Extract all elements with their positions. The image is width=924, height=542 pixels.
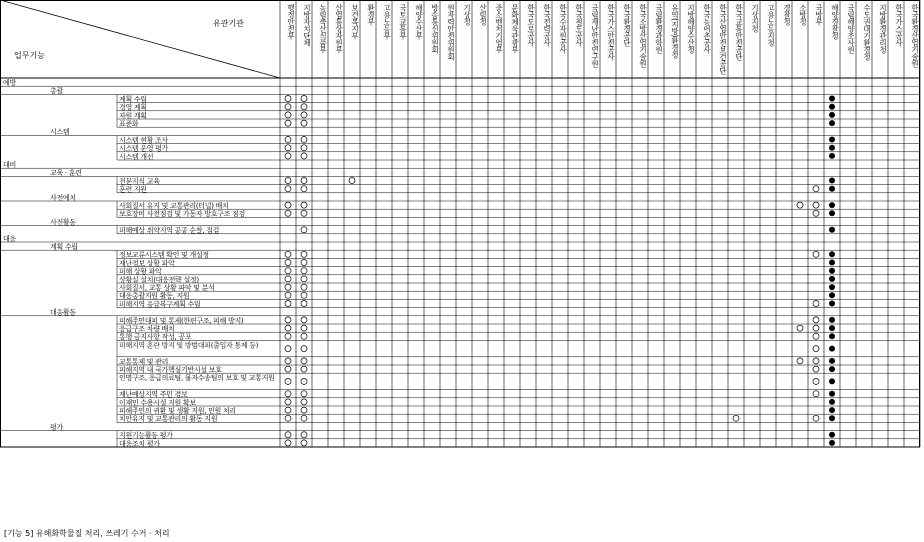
support-agency-mark [301,391,307,397]
support-agency-mark [301,276,307,282]
support-agency-mark [301,366,307,372]
support-agency-mark [813,358,819,364]
primary-agency-mark [829,399,835,405]
support-agency-mark [301,358,307,364]
agency-header: 지방자치단체 [302,4,312,46]
support-agency-mark [797,202,803,208]
support-agency-mark [301,210,307,216]
support-agency-mark [285,96,291,102]
phase-label: 예방 [3,79,16,87]
agency-header: 한국수자원공사 [558,4,568,53]
support-agency-mark [285,366,291,372]
function-label: 시스템 운영 평가 [119,144,169,153]
agency-header: 한국철도공사 [574,4,584,46]
primary-agency-mark [829,317,835,323]
agency-header: 원자력안전위원회 [446,4,456,60]
support-agency-mark [301,112,307,118]
agency-header: 한국교통안전공단 [734,4,744,60]
support-agency-mark [285,301,291,307]
support-agency-mark [301,333,307,339]
figure-caption: [기능 5] 유해화학물질 처리, 쓰레기 수거 · 처리 [4,529,170,538]
support-agency-mark [285,104,291,110]
category-label: 사전예치 [50,193,76,202]
support-agency-mark [813,317,819,323]
phase-label: 대비 [3,161,16,169]
function-label: 피해주민의 귀환 및 생활 지원, 민원 처리 [119,407,236,415]
agency-header: 행정안전부 [286,4,296,39]
primary-agency-mark [829,251,835,257]
primary-agency-mark [829,210,835,216]
support-agency-mark [285,276,291,282]
function-label: 피해지역 응급복구계획 수립 [119,300,201,309]
support-agency-mark [285,440,291,446]
primary-agency-mark [829,333,835,339]
support-agency-mark [301,186,307,192]
support-agency-mark [285,186,291,192]
function-label: 재난예상지역 주민 경보 [119,390,188,399]
support-agency-mark [813,333,819,339]
support-agency-mark [285,268,291,274]
support-agency-mark [813,186,819,192]
function-label: 경영 계획 [119,103,147,112]
function-label: 피해주민대피 및 통제(한편구조, 피해 방지) [119,316,244,325]
agency-header: 한국소방산업기술원 [638,4,648,67]
support-agency-mark [301,440,307,446]
support-agency-mark [285,202,291,208]
support-agency-mark [285,137,291,143]
agency-header: 산업통상자원부 [334,4,344,53]
support-agency-mark [301,153,307,159]
support-agency-mark [301,227,307,233]
function-label: 자원 계획 [119,111,147,120]
function-label: 지원기능활동 평가 [119,431,173,440]
category-label: 계획 수립 [50,243,78,251]
support-agency-mark [301,301,307,307]
support-agency-mark [301,284,307,290]
support-agency-mark [285,317,291,323]
primary-agency-mark [829,432,835,438]
support-agency-mark [301,120,307,126]
function-label: 치안유지 및 교통관리의 활동 지원 [119,415,218,424]
support-agency-mark [285,145,291,151]
primary-agency-mark [829,301,835,307]
primary-agency-mark [829,178,835,184]
function-label: 대응조치 평가 [119,439,160,448]
table-header [14,3,920,75]
header-diagonal [0,0,280,78]
header-corner-functions: 업무기능 [14,51,45,60]
phase-label: 대응 [3,234,16,243]
support-agency-mark [301,260,307,266]
agency-header: 지방해양수산청 [686,4,696,53]
support-agency-mark [285,292,291,298]
table-body [3,78,835,448]
primary-agency-mark [829,120,835,126]
primary-agency-mark [829,112,835,118]
support-agency-mark [285,251,291,257]
agency-header: 중소벤처기업부 [494,4,504,53]
agency-header: 국토교통부 [398,4,408,39]
agency-header: 유역(지방)환경청 [670,4,680,58]
function-label: 표준화 [119,120,139,128]
support-agency-mark [813,391,819,397]
agency-header: 경찰청 [782,4,792,25]
support-agency-mark [301,178,307,184]
function-label: 보호장비 사전점검 및 가동자 방호구조 점검 [119,210,245,219]
function-label: 정보교류시스템 확인 및 개설정 [119,251,209,260]
support-agency-mark [285,260,291,266]
support-agency-mark [285,210,291,216]
primary-agency-mark [829,276,835,282]
function-label: 응급구조 차량 배치 [119,325,175,333]
function-label: 대응총괄지원 활동, 지원 [119,292,190,301]
support-agency-mark [301,292,307,298]
support-agency-mark [301,96,307,102]
primary-agency-mark [829,358,835,364]
agency-header: 국립재난안전연구원 [590,4,600,67]
support-agency-mark [285,153,291,159]
agency-header: 농림축산식품부 [318,4,328,53]
support-agency-mark [813,210,819,216]
function-label: 재난정보 상황 파악 [119,259,175,268]
support-agency-mark [813,378,819,384]
primary-agency-mark [829,440,835,446]
function-label: 교통통제 및 관리 [119,357,169,366]
function-label: 피해예상 취약지역 공공 순찰, 점검 [119,226,220,235]
primary-agency-mark [829,268,835,274]
agency-header: 한국도로공사 [526,4,536,46]
support-agency-mark [285,399,291,405]
support-agency-mark [285,415,291,421]
category-label: 교육 · 훈련 [50,169,82,178]
function-label: 상황실 설치(대응전략 설정) [119,275,199,284]
primary-agency-mark [829,366,835,372]
primary-agency-mark [829,415,835,421]
support-agency-mark [285,391,291,397]
support-agency-mark [285,112,291,118]
support-agency-mark [301,137,307,143]
primary-agency-mark [829,325,835,331]
header-corner-agencies: 유관기관 [213,19,244,28]
support-agency-mark [285,407,291,413]
agency-header: 기상지청 [750,4,760,32]
support-agency-mark [797,325,803,331]
support-agency-mark [301,346,307,352]
agency-header: 한국가스공사 [894,4,904,46]
function-label: 전문지식 교육 [119,177,160,186]
support-agency-mark [813,301,819,307]
primary-agency-mark [829,346,835,352]
support-agency-mark [301,407,307,413]
support-agency-mark [301,399,307,405]
support-agency-mark [813,415,819,421]
primary-agency-mark [829,292,835,298]
agency-header: 한국환경공단 [622,4,632,46]
support-agency-mark [301,378,307,384]
agency-header: 보건복지부 [350,4,360,39]
primary-agency-mark [829,186,835,192]
agency-header: 지방환경관리청 [878,4,888,53]
support-agency-mark [797,358,803,364]
agency-header: 수도권대기환경청 [862,4,872,60]
category-label: 대응활동 [50,308,76,317]
support-agency-mark [285,346,291,352]
category-label: 사전활동 [50,218,76,227]
agency-header: 산림청 [478,4,488,25]
function-label: 통행 금지사항 작성, 공포 [119,333,192,342]
support-agency-mark [285,284,291,290]
function-label: 피해 상황 파악 [119,267,162,276]
support-agency-mark [285,378,291,384]
agency-header: 한국환경산업기술원 [910,4,920,67]
function-label: 계획 수립 [119,95,147,104]
support-agency-mark [301,317,307,323]
function-label: 사회질서, 교통 상황 파악 및 분석 [119,284,215,292]
agency-header: 고용노동부 [382,4,392,39]
primary-agency-mark [829,378,835,384]
agency-header: 기상청 [462,4,472,25]
function-label: 인명구조, 응급의료팀, 물자수송팀의 보호 및 교통지원 [119,374,275,383]
support-agency-mark [733,415,739,421]
agency-header: 문화체육관광부 [510,4,520,53]
support-agency-mark [301,202,307,208]
agency-header: 한국농어촌공사 [702,4,712,53]
support-agency-mark [285,178,291,184]
primary-agency-mark [829,227,835,233]
agency-header: 소방청 [798,4,808,25]
category-label: 평가 [50,423,63,432]
support-agency-mark [301,325,307,331]
agency-header: 한국전력공사 [542,4,552,46]
agency-header: 한국가스안전공사 [606,4,616,60]
support-agency-mark [301,145,307,151]
category-label: 시스템 [50,128,70,137]
support-agency-mark [301,432,307,438]
primary-agency-mark [829,96,835,102]
support-agency-mark [813,325,819,331]
function-label: 사회질서 유지 및 교통관리(터널) 배치 [119,202,229,210]
support-agency-mark [285,358,291,364]
agency-header: 국립환경과학원 [654,4,664,53]
agency-header: 방송통신위원회 [430,4,440,53]
primary-agency-mark [829,153,835,159]
support-agency-mark [285,432,291,438]
primary-agency-mark [829,145,835,151]
support-agency-mark [301,104,307,110]
primary-agency-mark [829,202,835,208]
support-agency-mark [813,346,819,352]
agency-header: 해양경찰청 [830,4,840,39]
support-agency-mark [813,202,819,208]
support-agency-mark [285,333,291,339]
support-agency-mark [301,268,307,274]
agency-header: 해양수산부 [414,4,424,39]
function-label: 시스템 개선 [119,152,154,161]
primary-agency-mark [829,104,835,110]
category-label: 총괄 [50,87,63,96]
support-agency-mark [301,415,307,421]
support-agency-mark [285,120,291,126]
agency-header: 한국산업안전보건공단 [718,4,728,74]
function-label: 피해지역 내 국가핵심기반시설 보호 [119,366,222,374]
function-label: 훈련 지원 [119,185,147,194]
support-agency-mark [301,251,307,257]
primary-agency-mark [829,260,835,266]
primary-agency-mark [829,284,835,290]
primary-agency-mark [829,137,835,143]
primary-agency-mark [829,407,835,413]
agency-header: 국방부 [814,4,824,25]
agency-header: 국립해양조사원 [846,4,856,53]
function-label: 피해지역 혼란 방지 및 방범대피(출입자 통제 등) [119,341,259,350]
function-label: 이재민 수용시설 지원 확보 [119,398,196,407]
agency-header: 고용노동지청 [766,4,776,46]
support-agency-mark [813,251,819,257]
primary-agency-mark [829,391,835,397]
agency-header: 환경부 [366,4,376,25]
support-agency-mark [285,325,291,331]
function-label: 시스템 현황 조사 [119,136,169,145]
support-agency-mark [813,366,819,372]
support-agency-mark [349,178,355,184]
